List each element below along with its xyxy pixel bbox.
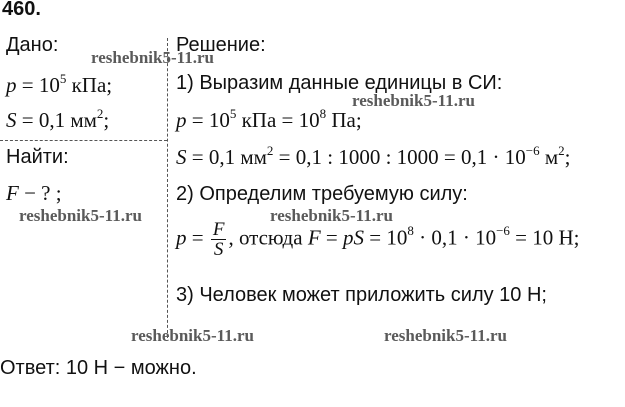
find-heading: Найти:: [6, 146, 69, 168]
solution-heading: Решение:: [176, 34, 266, 56]
step-3: 3) Человек может приложить силу 10 Н;: [176, 284, 547, 306]
step-2: 2) Определим требуемую силу:: [176, 183, 468, 205]
given-pressure: $p = 10^5$ кПа;: [6, 71, 113, 97]
watermark: reshebnik5-11.ru: [131, 326, 254, 345]
pressure-fraction: $\frac{F}{S}$: [212, 219, 225, 260]
watermark: reshebnik5-11.ru: [352, 91, 475, 110]
watermark: reshebnik5-11.ru: [19, 206, 142, 225]
watermark: reshebnik5-11.ru: [270, 206, 393, 225]
conversion-pressure: $p = 10^5$ кПа = $10^8$ Па;: [176, 106, 362, 132]
watermark: reshebnik5-11.ru: [384, 326, 507, 345]
column-divider: [167, 38, 168, 338]
problem-number: 460.: [2, 0, 41, 20]
force-formula: p = $\frac{F}{S}$ , отсюда F = pS = $10^8 \cdot 0,1 \cdot 10^{-6} = 10$ Н;: [176, 219, 580, 260]
watermark: reshebnik5-11.ru: [91, 48, 214, 67]
given-area: S = 0,1 $мм^2$;: [6, 106, 110, 132]
find-force: F − ? ;: [6, 181, 62, 205]
given-heading: Дано:: [6, 34, 59, 56]
step-1: 1) Выразим данные единицы в СИ:: [176, 72, 503, 94]
conversion-area: S = 0,1 $мм^2 = 0,1$ : 1000 : $1000 = 0,1 \cdot 10^{-6}$ $м^2$;: [176, 143, 571, 169]
given-divider: [0, 140, 167, 141]
answer: Ответ: 10 Н − можно.: [0, 357, 197, 379]
